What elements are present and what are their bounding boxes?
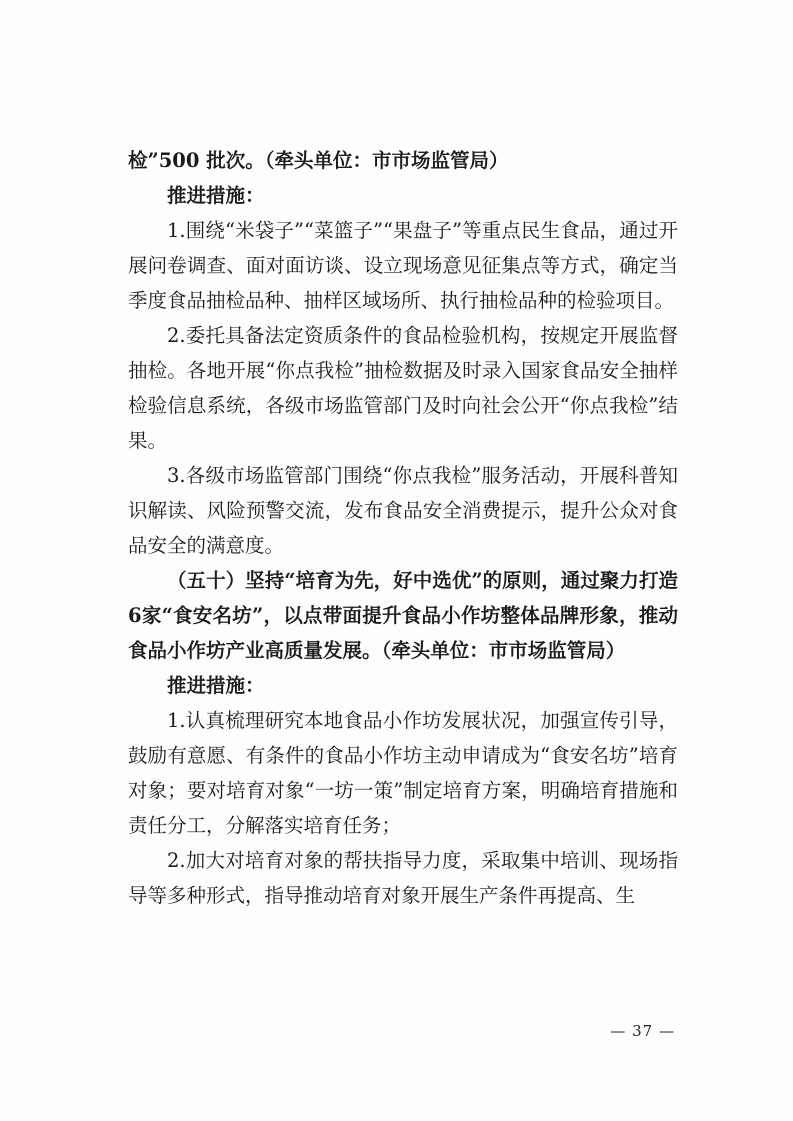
- measure-item-1b: 1.认真梳理研究本地食品小作坊发展状况，加强宣传引导，鼓励有意愿、有条件的食品小作坊主动申请成为“食安名坊”培育对象；要对培育对象“一坊一策”制定培育方案，明确培育措施和责任分工，分解落实培育任务；: [128, 709, 678, 837]
- paragraph-continuation: 检”500 批次。（牵头单位：市市场监管局）: [128, 149, 509, 172]
- measure-item-1: 1.围绕“米袋子”“菜篮子”“果盘子”等重点民生食品，通过开展问卷调查、面对面访谈、设立现场意见征集点等方式，确定当季度食品抽检品种、抽样区域场所、执行抽检品种的检验项目。: [128, 219, 678, 312]
- section-fifty-lead-unit: （牵头单位：市市场监管局）: [381, 639, 626, 662]
- page-number: — 37 —: [610, 1022, 675, 1040]
- measure-item-3: 3.各级市场监管部门围绕“你点我检”服务活动，开展科普知识解读、风险预警交流，发布食品安全消费提示，提升公众对食品安全的满意度。: [128, 464, 678, 557]
- document-body: [128, 143, 678, 913]
- section-fifty-lead: （五十）坚持“培育为先，好中选优”的原则，通过聚力打造6家“食安名坊”，以点带面提升食品小作坊整体品牌形象，推动食品小作坊产业高质量发展。: [128, 569, 678, 662]
- measures-heading: 推进措施：: [167, 184, 265, 207]
- measures-heading-2: 推进措施：: [167, 674, 265, 697]
- section-fifty: [128, 563, 678, 668]
- measure-item-2: 2.委托具备法定资质条件的食品检验机构，按规定开展监督抽检。各地开展“你点我检”抽检数据及时录入国家食品安全抽样检验信息系统，各级市场监管部门及时向社会公开“你点我检”结果。: [128, 324, 678, 452]
- measure-item-2b: 2.加大对培育对象的帮扶指导力度，采取集中培训、现场指导等多种形式，指导推动培育对象开展生产条件再提高、生: [128, 849, 678, 907]
